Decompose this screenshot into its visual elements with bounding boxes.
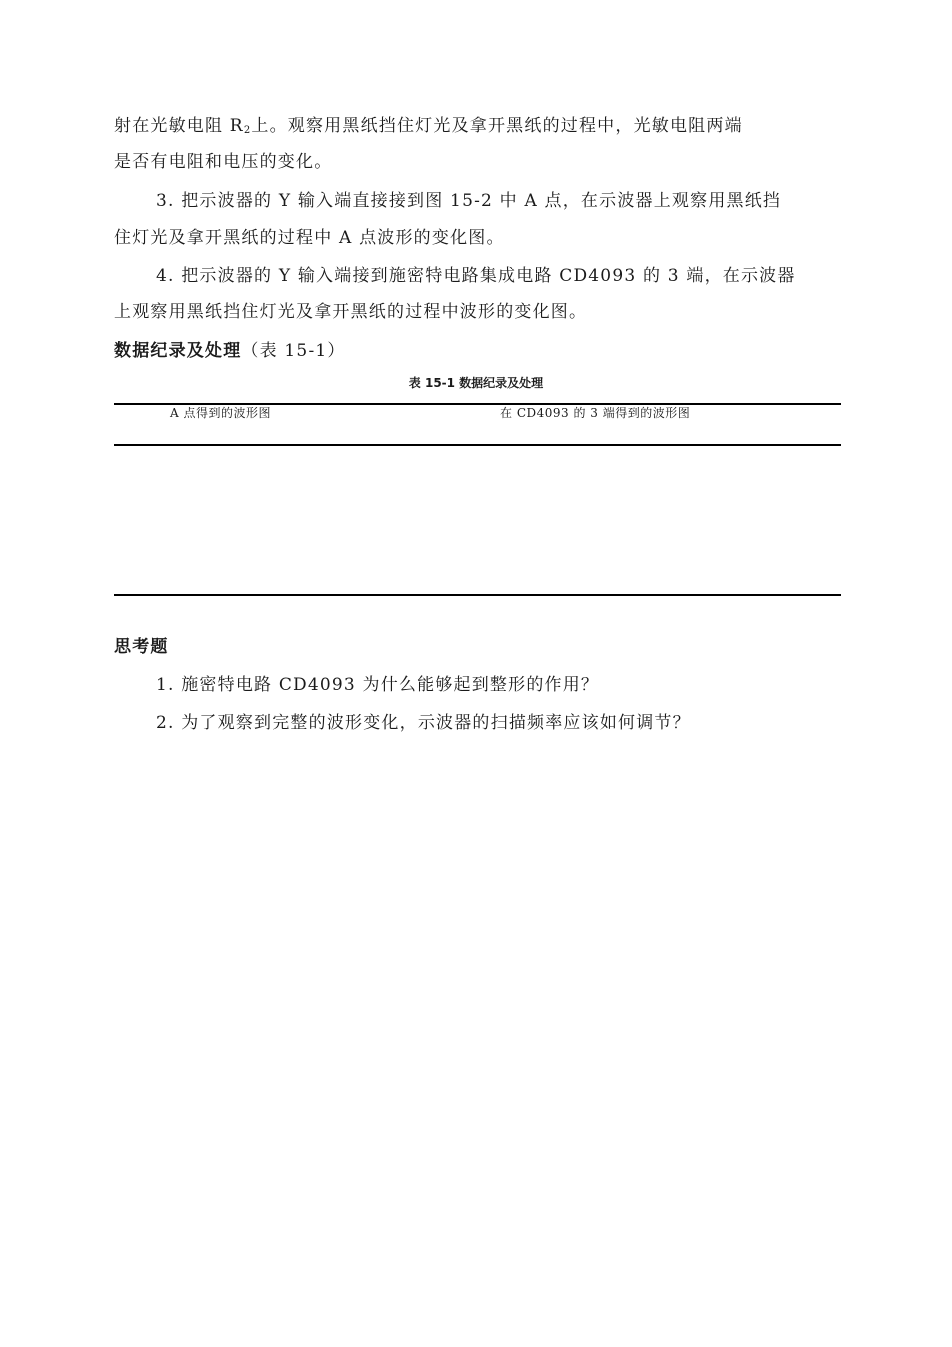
data-heading-rest: （表 15-1）: [241, 341, 346, 361]
paragraph-1-text-pre: 射在光敏电阻 R: [114, 116, 244, 136]
questions-heading: 思考题: [114, 637, 169, 657]
table-header-col-cd4093: 在 CD4093 的 3 端得到的波形图: [500, 406, 691, 420]
step-4-line-2: 上观察用黑纸挡住灯光及拿开黑纸的过程中波形的变化图。: [114, 302, 588, 322]
question-2: 2. 为了观察到完整的波形变化，示波器的扫描频率应该如何调节？: [156, 713, 691, 733]
table-header-col-a: A 点得到的波形图: [170, 406, 271, 420]
subscript: 2: [243, 125, 252, 136]
data-heading-bold: 数据纪录及处理: [114, 341, 242, 361]
table-bottom-rule: [114, 594, 841, 596]
paragraph-1-line-2: 是否有电阻和电压的变化。: [114, 152, 333, 172]
step-3-line-2: 住灯光及拿开黑纸的过程中 A 点波形的变化图。: [114, 228, 505, 248]
paragraph-1-text-post: 上。观察用黑纸挡住灯光及拿开黑纸的过程中，光敏电阻两端: [251, 116, 743, 136]
step-3-line-1: 3. 把示波器的 Y 输入端直接接到图 15-2 中 A 点，在示波器上观察用黑纸挡: [156, 191, 782, 211]
paragraph-1-line-1: [114, 114, 743, 143]
step-4-line-1: 4. 把示波器的 Y 输入端接到施密特电路集成电路 CD4093 的 3 端，在示波器: [156, 266, 796, 286]
question-1: 1. 施密特电路 CD4093 为什么能够起到整形的作用？: [156, 675, 600, 695]
data-section-heading: [114, 339, 346, 363]
table-header-rule: [114, 444, 841, 446]
table-caption: 表 15-1 数据纪录及处理: [408, 376, 544, 390]
